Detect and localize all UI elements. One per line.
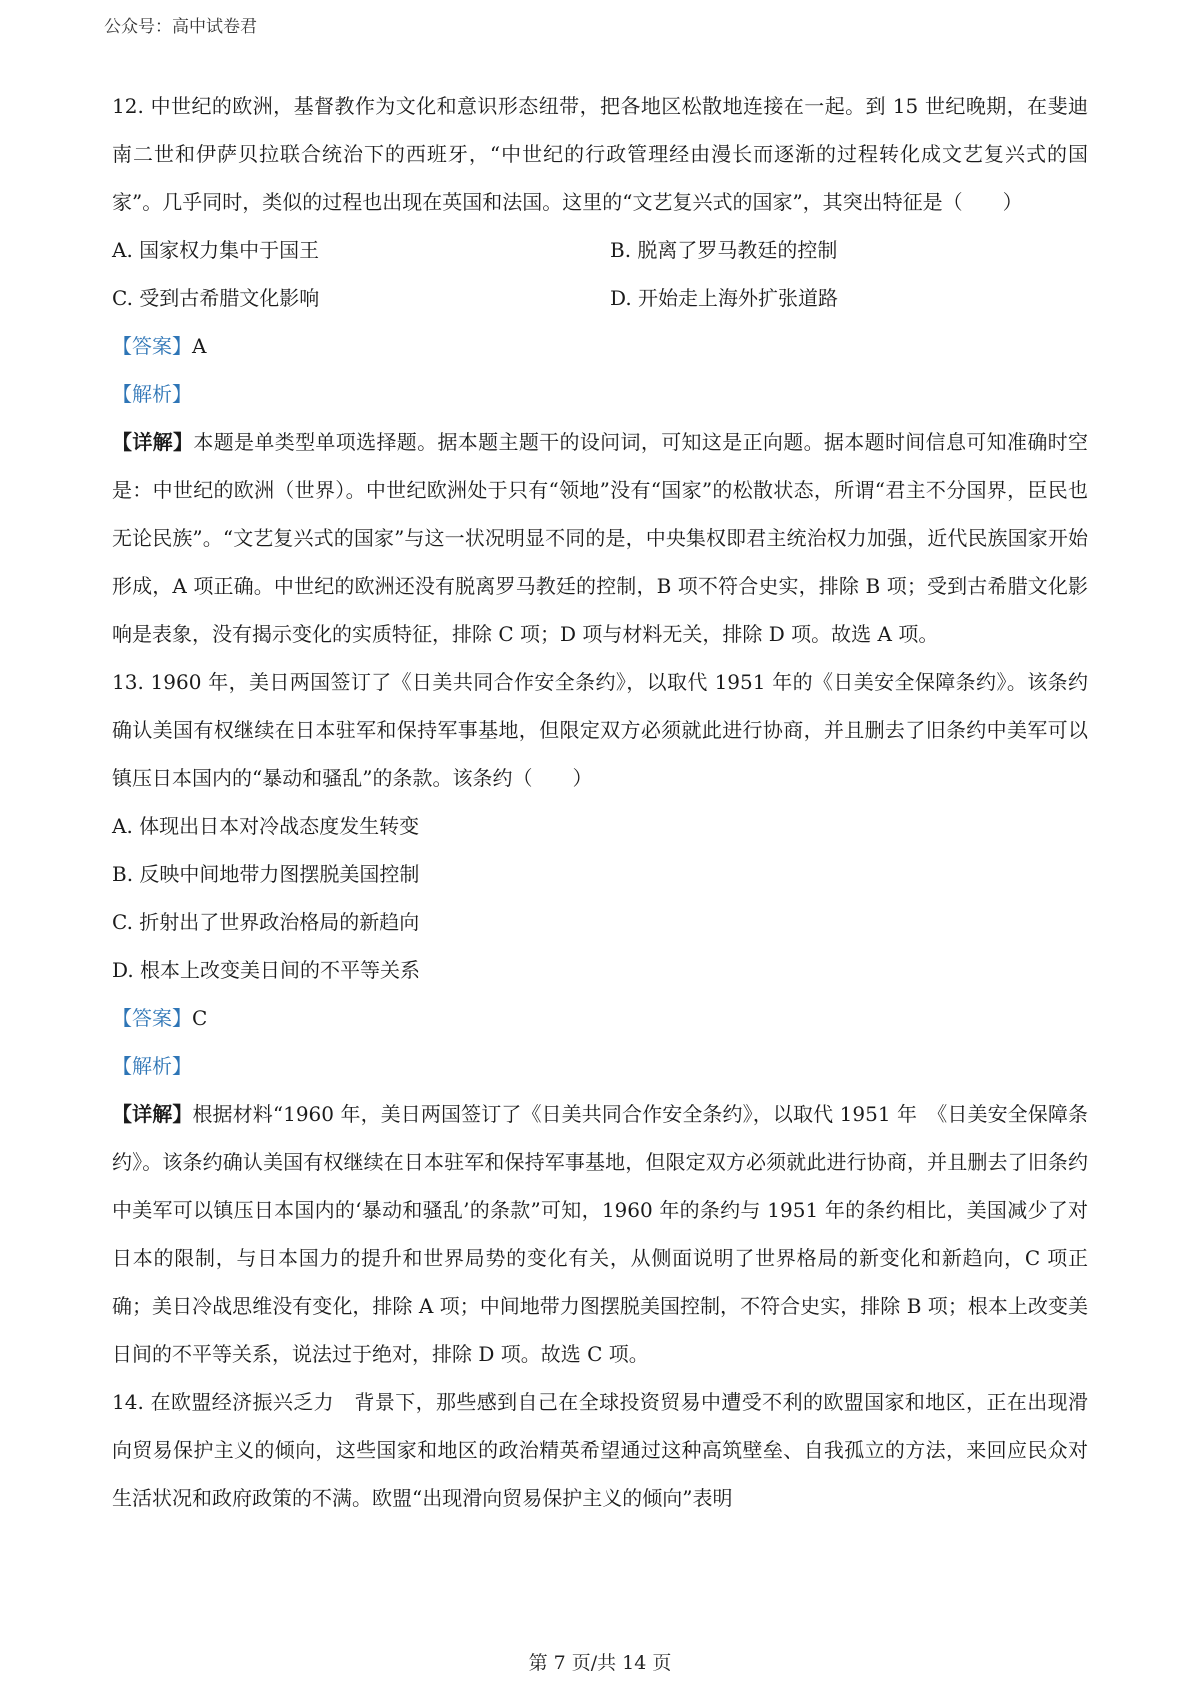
question-14-stem: 14. 在欧盟经济振兴乏力 背景下，那些感到自己在全球投资贸易中遭受不利的欧盟国家和地区，正在出现滑向贸易保护主义的倾向，这些国家和地区的政治精英希望通过这种高筑壁垒、自我孤立的方法，来回应民众对生活状况和政府政策的不满。欧盟“出现滑向贸易保护主义的倾向”表明: [112, 1390, 1088, 1510]
question-12-option-a: A. 国家权力集中于国王: [112, 238, 320, 262]
answer-tag: 【答案】: [112, 1006, 192, 1030]
question-13-stem: 13. 1960 年，美日两国签订了《日美共同合作安全条约》，以取代 1951 年的《日美安全保障条约》。该条约确认美国有权继续在日本驻军和保持军事基地，但限定双方必须就此进行协商，并且删去了旧条约中美军可以镇压日本国内的“暴动和骚乱”的条款。该条约（ ）: [112, 670, 1088, 790]
question-13-detail: [112, 1090, 1088, 1378]
question-13-answer: C: [192, 1006, 208, 1030]
question-12-analysis-line: [112, 370, 1088, 418]
question-13-option-b: B. 反映中间地带力图摆脱美国控制: [112, 862, 420, 886]
question-12-option-d: D. 开始走上海外扩张道路: [610, 286, 839, 310]
question-13-option-a: A. 体现出日本对冷战态度发生转变: [112, 814, 420, 838]
detail-tag: 【详解】: [112, 1102, 193, 1126]
question-12-options: [112, 226, 1088, 322]
answer-tag: 【答案】: [112, 334, 192, 358]
question-13-answer-line: [112, 994, 1088, 1042]
question-12-detail: [112, 418, 1088, 658]
question-12-option-c: C. 受到古希腊文化影响: [112, 286, 320, 310]
analysis-tag: 【解析】: [112, 1054, 192, 1078]
question-13-option-c: C. 折射出了世界政治格局的新趋向: [112, 910, 420, 934]
question-12-detail-text: 本题是单类型单项选择题。据本题主题干的设问词，可知这是正向题。据本题时间信息可知准确时空是：中世纪的欧洲（世界）。中世纪欧洲处于只有“领地”没有“国家”的松散状态，所谓“君主不分国界，臣民也无论民族”。“文艺复兴式的国家”与这一状况明显不同的是，中央集权即君主统治权力加强，近代民族国家开始形成，A 项正确。中世纪的欧洲还没有脱离罗马教廷的控制，B 项不符合史实，排除 B 项；受到古希腊文化影响是表象，没有揭示变化的实质特征，排除 C 项；D 项与材料无关，排除 D 项。故选 A 项。: [112, 430, 1089, 646]
question-12-option-b: B. 脱离了罗马教廷的控制: [610, 238, 838, 262]
question-12-stem: 12. 中世纪的欧洲，基督教作为文化和意识形态纽带，把各地区松散地连接在一起。到 15 世纪晚期，在斐迪南二世和伊萨贝拉联合统治下的西班牙，“中世纪的行政管理经由漫长而逐渐的过程转化成文艺复兴式的国家”。几乎同时，类似的过程也出现在英国和法国。这里的“文艺复兴式的国家”，其突出特征是（ ）: [112, 94, 1088, 214]
question-12-answer: A: [192, 334, 207, 358]
question-13-option-d: D. 根本上改变美日间的不平等关系: [112, 958, 421, 982]
source-header: 公众号：高中试卷君: [104, 17, 257, 37]
detail-tag: 【详解】: [112, 430, 194, 454]
question-13-options: [112, 802, 1088, 994]
page-number: 第 7 页/共 14 页: [528, 1652, 672, 1674]
analysis-tag: 【解析】: [112, 382, 192, 406]
question-13-detail-text: 根据材料“1960 年，美日两国签订了《日美共同合作安全条约》，以取代 1951 年 《日美安全保障条约》。该条约确认美国有权继续在日本驻军和保持军事基地，但限定双方必须就此进行协商，并且删去了旧条约中美军可以镇压日本国内的‘暴动和骚乱’的条款”可知，1960 年的条约与 1951 年的条约相比，美国减少了对日本的限制，与日本国力的提升和世界局势的变化有关，从侧面说明了世界格局的新变化和新趋向，C 项正确；美日冷战思维没有变化，排除 A 项；中间地带力图摆脱美国控制，不符合史实，排除 B 项；根本上改变美日间的不平等关系，说法过于绝对，排除 D 项。故选 C 项。: [112, 1102, 1089, 1366]
question-12-answer-line: [112, 322, 1088, 370]
question-13-analysis-line: [112, 1042, 1088, 1090]
content: [112, 82, 1088, 1522]
